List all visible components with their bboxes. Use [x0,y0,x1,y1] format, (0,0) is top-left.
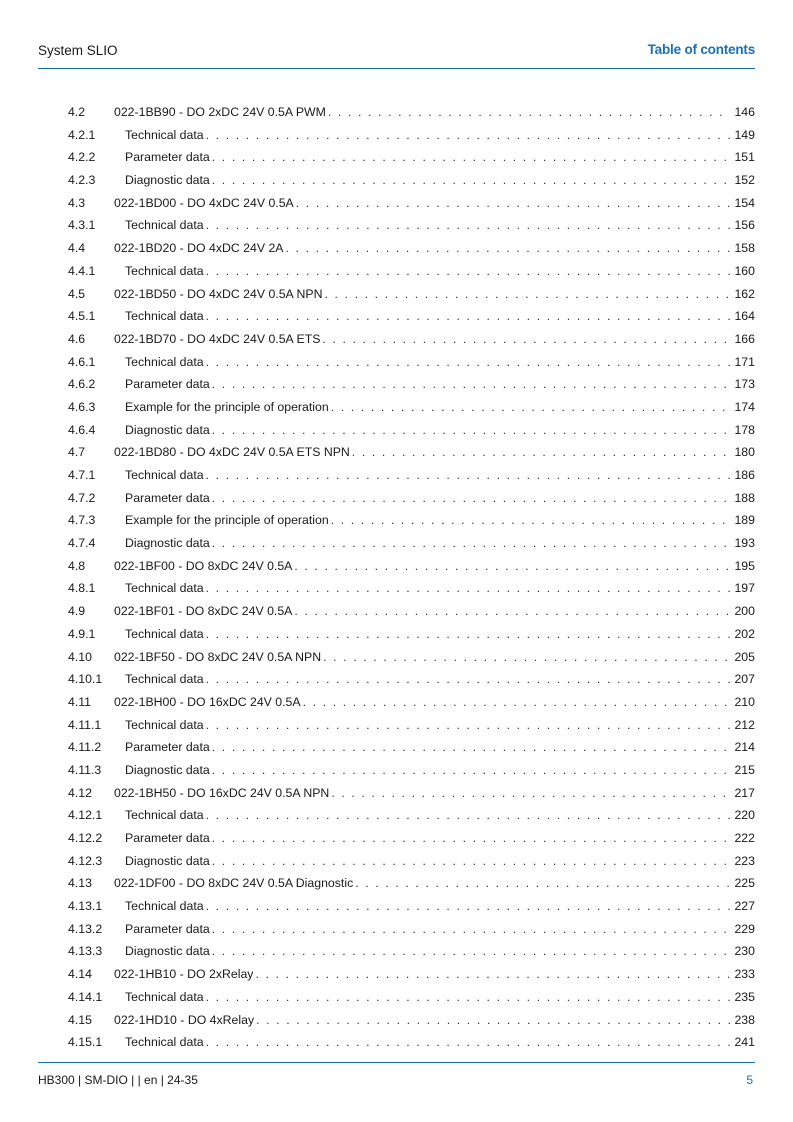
toc-entry-page: 164 [734,309,755,324]
toc-entry[interactable] [68,759,755,782]
toc-entry-title: 022-1BD70 - DO 4xDC 24V 0.5A ETS [114,331,321,346]
toc-entry[interactable] [68,850,755,873]
toc-entry-number: 4.7.4 [68,536,96,551]
toc-entry-title: 022-1BF01 - DO 8xDC 24V 0.5A [114,604,293,619]
toc-entry[interactable] [68,283,755,306]
toc-entry-page: 235 [734,989,755,1004]
toc-entry[interactable] [68,396,755,419]
toc-entry[interactable] [68,555,755,578]
toc-entry-number: 4.10 [68,649,92,664]
toc-entry-number: 4.14.1 [68,989,103,1004]
toc-entry-title: Parameter data [125,740,210,755]
toc-entry-title: Example for the principle of operation [125,513,329,528]
toc-entry[interactable] [68,872,755,895]
toc-entry-number: 4.3.1 [68,218,96,233]
toc-entry-title: 022-1BD20 - DO 4xDC 24V 2A [114,241,284,256]
toc-entry-page: 229 [734,921,755,936]
toc-dot-leader [255,963,730,986]
toc-dot-leader [331,509,731,532]
toc-entry-number: 4.3 [68,195,86,210]
toc-entry-page: 212 [734,717,755,732]
toc-entry-number: 4.12 [68,785,92,800]
page-number: 5 [746,1073,753,1087]
toc-entry-number: 4.7.1 [68,468,96,482]
toc-entry-number: 4.4.1 [68,263,96,278]
toc-dot-leader [206,714,731,737]
toc-entry-page: 193 [734,536,755,551]
toc-entry-number: 4.7.2 [68,490,96,505]
toc-entry[interactable] [68,804,755,827]
toc-entry-page: 214 [734,740,755,755]
toc-entry-number: 4.7.3 [68,513,96,528]
toc-entry-number: 4.15 [68,1012,92,1027]
toc-entry-number: 4.9 [68,604,86,619]
toc-entry-number: 4.2 [68,105,86,119]
toc-entry-number: 4.13.3 [68,944,103,959]
toc-entry-page: 230 [734,944,755,959]
toc-entry-number: 4.8.1 [68,581,96,596]
toc-entry[interactable] [68,237,755,260]
toc-entry[interactable] [68,509,755,532]
toc-dot-leader [355,872,730,895]
toc-entry-number: 4.9.1 [68,626,96,641]
toc-entry-number: 4.6.1 [68,354,96,369]
toc-dot-leader [206,623,731,646]
toc-entry-page: 241 [734,1035,755,1050]
toc-entry-page: 160 [734,263,755,278]
toc-dot-leader [212,169,731,192]
toc-entry-title: Parameter data [125,921,210,936]
toc-entry-title: Technical data [125,672,204,687]
toc-entry-page: 220 [734,808,755,823]
toc-dot-leader [206,577,731,600]
toc-entry[interactable] [68,146,755,169]
toc-entry[interactable] [68,918,755,941]
toc-entry-title: 022-1BB90 - DO 2xDC 24V 0.5A PWM [114,105,326,119]
toc-entry[interactable] [68,487,755,510]
toc-dot-leader [206,214,731,237]
toc-entry-number: 4.12.3 [68,853,103,868]
toc-entry-page: 180 [734,445,755,460]
toc-entry-title: 022-1BF50 - DO 8xDC 24V 0.5A NPN [114,649,322,664]
toc-entry[interactable] [68,600,755,623]
toc-dot-leader [212,487,731,510]
toc-dot-leader [212,419,731,442]
toc-entry-page: 174 [734,399,755,414]
toc-entry[interactable] [68,986,755,1009]
toc-dot-leader [212,918,731,941]
toc-entry-title: Diagnostic data [125,853,210,868]
toc-entry-page: 162 [734,286,755,301]
toc-entry-page: 227 [734,899,755,914]
toc-entry-page: 195 [734,558,755,573]
toc-entry-number: 4.7 [68,445,86,460]
toc-entry-title: Diagnostic data [125,536,210,551]
toc-entry-page: 166 [734,331,755,346]
toc-entry-number: 4.13 [68,876,92,891]
toc-dot-leader [212,940,731,963]
toc-entry-page: 152 [734,173,755,188]
toc-entry-title: Technical data [125,1035,204,1050]
toc-entry-page: 154 [734,195,755,210]
toc-entry-number: 4.12.1 [68,808,103,823]
toc-entry-title: Technical data [125,468,204,482]
toc-entry[interactable] [68,691,755,714]
toc-dot-leader [322,328,730,351]
toc-entry-title: 022-1HB10 - DO 2xRelay [114,967,254,982]
toc-entry-number: 4.6.4 [68,422,96,437]
toc-dot-leader [206,351,731,374]
toc-dot-leader [206,124,731,147]
toc-entry[interactable] [68,351,755,374]
toc-entry-number: 4.11 [68,694,92,709]
toc-entry[interactable] [68,532,755,555]
document-title: System SLIO [38,43,118,58]
toc-entry[interactable] [68,623,755,646]
toc-entry-page: 222 [734,831,755,845]
toc-entry-number: 4.15.1 [68,1035,103,1050]
toc-entry-title: Technical data [125,899,204,914]
toc-entry-number: 4.5.1 [68,309,96,324]
toc-entry-number: 4.11.1 [68,717,102,732]
toc-entry-page: 200 [734,604,755,619]
toc-dot-leader [331,782,730,805]
toc-entry-title: Technical data [125,309,204,324]
toc-dot-leader [296,192,731,215]
toc-entry[interactable] [68,373,755,396]
toc-entry[interactable] [68,577,755,600]
toc-entry[interactable] [68,668,755,691]
toc-entry[interactable] [68,260,755,283]
toc-dot-leader [328,101,731,124]
toc-entry-page: 233 [734,967,755,982]
toc-entry-title: Technical data [125,263,204,278]
toc-dot-leader [206,986,731,1009]
document-code: HB300 | SM-DIO | | en | 24-35 [38,1073,198,1087]
toc-entry-title: Technical data [125,989,204,1004]
toc-entry-number: 4.6.2 [68,377,96,392]
toc-entry[interactable] [68,646,755,669]
toc-entry-page: 178 [734,422,755,437]
toc-entry-title: Parameter data [125,831,210,845]
toc-dot-leader [212,146,731,169]
toc-entry[interactable] [68,827,755,850]
toc-dot-leader [331,396,731,419]
footer-divider [38,1062,755,1063]
toc-entry[interactable] [68,305,755,328]
toc-entry-page: 156 [734,218,755,233]
header-divider [38,68,755,69]
toc-entry-number: 4.2.2 [68,150,96,165]
toc-entry-page: 205 [734,649,755,664]
toc-entry[interactable] [68,101,755,124]
toc-dot-leader [206,895,731,918]
toc-entry-number: 4.2.3 [68,173,96,188]
toc-dot-leader [206,1031,731,1054]
toc-entry[interactable] [68,1009,755,1032]
toc-entry-page: 186 [734,468,755,482]
toc-entry-title: Diagnostic data [125,762,210,777]
toc-entry-page: 238 [734,1012,755,1027]
toc-dot-leader [212,532,731,555]
toc-entry-page: 210 [734,694,755,709]
toc-entry-number: 4.10.1 [68,672,103,687]
toc-dot-leader [212,827,731,850]
toc-entry-number: 4.12.2 [68,831,103,845]
toc-entry-number: 4.5 [68,286,86,301]
toc-entry-page: 197 [734,581,755,596]
toc-dot-leader [206,260,731,283]
toc-entry-page: 215 [734,762,755,777]
toc-entry-number: 4.2.1 [68,127,96,142]
toc-entry[interactable] [68,328,755,351]
toc-dot-leader [323,646,730,669]
toc-entry-page: 207 [734,672,755,687]
toc-entry-title: Technical data [125,626,204,641]
toc-dot-leader [206,464,731,487]
toc-dot-leader [206,305,731,328]
toc-entry-title: Technical data [125,717,204,732]
toc-entry-title: Diagnostic data [125,173,210,188]
toc-dot-leader [256,1009,730,1032]
toc-entry-page: 189 [734,513,755,528]
toc-entry-title: Diagnostic data [125,944,210,959]
toc-entry-title: 022-1BD50 - DO 4xDC 24V 0.5A NPN [114,286,323,301]
toc-dot-leader [294,600,730,623]
toc-entry[interactable] [68,441,755,464]
toc-entry[interactable] [68,963,755,986]
toc-entry-page: 188 [734,490,755,505]
toc-entry-page: 173 [734,377,755,392]
toc-entry-page: 223 [734,853,755,868]
toc-entry-title: Technical data [125,808,204,823]
toc-entry-title: 022-1BD80 - DO 4xDC 24V 0.5A ETS NPN [114,445,350,460]
toc-entry-title: Parameter data [125,490,210,505]
toc-dot-leader [212,373,731,396]
toc-entry-title: Parameter data [125,377,210,392]
toc-entry-page: 225 [734,876,755,891]
toc-entry-page: 171 [734,354,755,369]
toc-entry[interactable] [68,782,755,805]
toc-entry-title: 022-1BH50 - DO 16xDC 24V 0.5A NPN [114,785,330,800]
toc-entry-number: 4.8 [68,558,86,573]
toc-entry-number: 4.11.3 [68,762,102,777]
toc-dot-leader [212,736,731,759]
toc-entry-number: 4.11.2 [68,740,102,755]
toc-entry[interactable] [68,940,755,963]
toc-entry-title: Technical data [125,581,204,596]
toc-entry[interactable] [68,714,755,737]
toc-entry-number: 4.4 [68,241,86,256]
toc-entry[interactable] [68,169,755,192]
toc-entry-title: 022-1HD10 - DO 4xRelay [114,1012,255,1027]
toc-entry-number: 4.6.3 [68,399,96,414]
toc-entry[interactable] [68,214,755,237]
toc-dot-leader [206,668,731,691]
toc-entry-page: 158 [734,241,755,256]
toc-entry-page: 202 [734,626,755,641]
toc-dot-leader [212,850,731,873]
toc-dot-leader [212,759,731,782]
toc-entry-title: Technical data [125,218,204,233]
toc-entry-page: 151 [734,150,755,165]
toc-entry-number: 4.13.2 [68,921,103,936]
toc-entry[interactable] [68,192,755,215]
toc-entry[interactable] [68,464,755,487]
toc-entry-title: Technical data [125,127,204,142]
toc-entry[interactable] [68,895,755,918]
toc-entry[interactable] [68,736,755,759]
toc-entry-title: 022-1BF00 - DO 8xDC 24V 0.5A [114,558,293,573]
toc-dot-leader [352,441,731,464]
toc-entry-title: Parameter data [125,150,210,165]
toc-dot-leader [303,691,731,714]
toc-entry-title: Example for the principle of operation [125,399,329,414]
toc-entry-title: 022-1BD00 - DO 4xDC 24V 0.5A [114,195,294,210]
toc-dot-leader [206,804,731,827]
toc-dot-leader [294,555,730,578]
toc-dot-leader [286,237,731,260]
toc-entry-title: Diagnostic data [125,422,210,437]
section-title: Table of contents [647,42,755,57]
toc-entry-number: 4.14 [68,967,92,982]
toc-dot-leader [324,283,730,306]
toc-entry-page: 217 [734,785,755,800]
toc-entry-number: 4.6 [68,331,86,346]
table-of-contents [68,101,755,1054]
toc-entry-title: Technical data [125,354,204,369]
toc-entry[interactable] [68,1031,755,1054]
toc-entry-page: 149 [734,127,755,142]
toc-entry[interactable] [68,419,755,442]
toc-entry-page: 146 [734,105,755,119]
toc-entry-title: 022-1BH00 - DO 16xDC 24V 0.5A [114,694,301,709]
toc-entry-title: 022-1DF00 - DO 8xDC 24V 0.5A Diagnostic [114,876,354,891]
toc-entry-number: 4.13.1 [68,899,103,914]
toc-entry[interactable] [68,124,755,147]
